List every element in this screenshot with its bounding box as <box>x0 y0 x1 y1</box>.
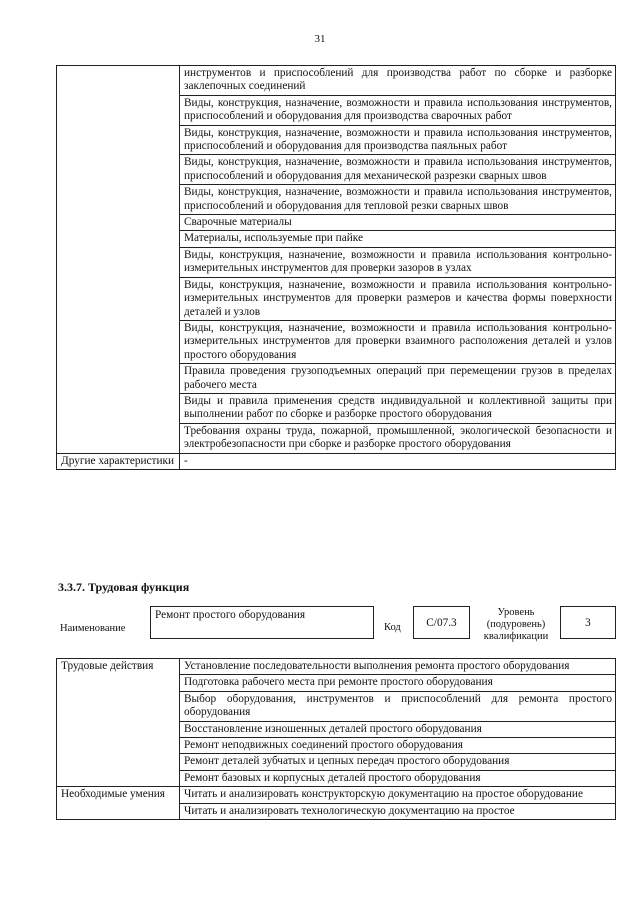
section-title: 3.3.7. Трудовая функция <box>58 580 190 594</box>
other-characteristics-label: Другие характеристики <box>57 453 180 469</box>
knowledge-item: Виды, конструкция, назначение, возможности и правила использования инструментов, приспособлений и оборудования для производства паяльных работ <box>180 125 616 155</box>
level-label <box>480 607 552 643</box>
action-item: Подготовка рабочего места при ремонте простого оборудования <box>180 675 616 691</box>
knowledge-item: Виды, конструкция, назначение, возможности и правила использования инструментов, приспособлений и оборудования для производства сварочных работ <box>180 95 616 125</box>
actions-skills-table <box>56 658 616 820</box>
action-row <box>57 659 616 675</box>
knowledge-item: инструментов и приспособлений для производства работ по сборке и разборке заклепочных соединений <box>180 66 616 96</box>
other-characteristics-value: - <box>180 453 616 469</box>
skill-item: Читать и анализировать конструкторскую документацию на простое оборудование <box>180 787 616 803</box>
level-value: 3 <box>585 616 591 629</box>
knowledge-item: Сварочные материалы <box>180 215 616 231</box>
level-label-line-1: Уровень <box>497 607 535 618</box>
action-item: Восстановление изношенных деталей простого оборудования <box>180 721 616 737</box>
level-label-line-2: (подуровень) <box>486 619 546 630</box>
action-item: Установление последовательности выполнения ремонта простого оборудования <box>180 659 616 675</box>
level-label-line-3: квалификации <box>483 631 549 642</box>
function-name-box <box>150 606 374 639</box>
knowledge-row <box>57 66 616 96</box>
other-characteristics-row <box>57 453 616 469</box>
page-number: 31 <box>314 33 326 45</box>
skill-item: Читать и анализировать технологическую документацию на простое <box>180 803 616 819</box>
code-box <box>413 606 470 639</box>
action-item: Ремонт базовых и корпусных деталей простого оборудования <box>180 770 616 786</box>
knowledge-item: Виды, конструкция, назначение, возможности и правила использования контрольно-измерительных инструментов для проверки взаимного расположения деталей и узлов простого оборудования <box>180 320 616 363</box>
knowledge-item: Материалы, используемые при пайке <box>180 231 616 247</box>
row-label: Необходимые умения <box>57 787 180 820</box>
knowledge-item: Виды, конструкция, назначение, возможности и правила использования контрольно-измерительных инструментов для проверки зазоров в узлах <box>180 247 616 277</box>
knowledge-item: Требования охраны труда, пожарной, промышленной, экологической безопасности и электробезопасности при сборке и разборке простого оборудования <box>180 423 616 453</box>
knowledge-item: Виды, конструкция, назначение, возможности и правила использования контрольно-измерительных инструментов для проверки размеров и качества формы поверхности деталей и узлов <box>180 277 616 320</box>
knowledge-item: Виды и правила применения средств индивидуальной и коллективной защиты при выполнении работ по сборке и разборке простого оборудования <box>180 393 616 423</box>
row-label: Трудовые действия <box>57 659 180 787</box>
code-value: C/07.3 <box>426 616 457 629</box>
knowledge-item: Виды, конструкция, назначение, возможности и правила использования инструментов, приспособлений и оборудования для тепловой резки сварных швов <box>180 185 616 215</box>
action-item: Выбор оборудования, инструментов и приспособлений для ремонта простого оборудования <box>180 691 616 721</box>
skill-row <box>57 787 616 803</box>
action-item: Ремонт неподвижных соединений простого оборудования <box>180 738 616 754</box>
code-label: Код <box>384 622 401 633</box>
action-item: Ремонт деталей зубчатых и цепных передач простого оборудования <box>180 754 616 770</box>
row-label <box>57 66 180 454</box>
function-name: Ремонт простого оборудования <box>155 609 306 621</box>
knowledge-item: Виды, конструкция, назначение, возможности и правила использования инструментов, приспособлений и оборудования для механической разрезки сварных швов <box>180 155 616 185</box>
knowledge-table <box>56 65 616 470</box>
knowledge-item: Правила проведения грузоподъемных операций при перемещении грузов в пределах рабочего места <box>180 364 616 394</box>
name-label: Наименование <box>60 623 126 634</box>
level-box <box>560 606 616 639</box>
